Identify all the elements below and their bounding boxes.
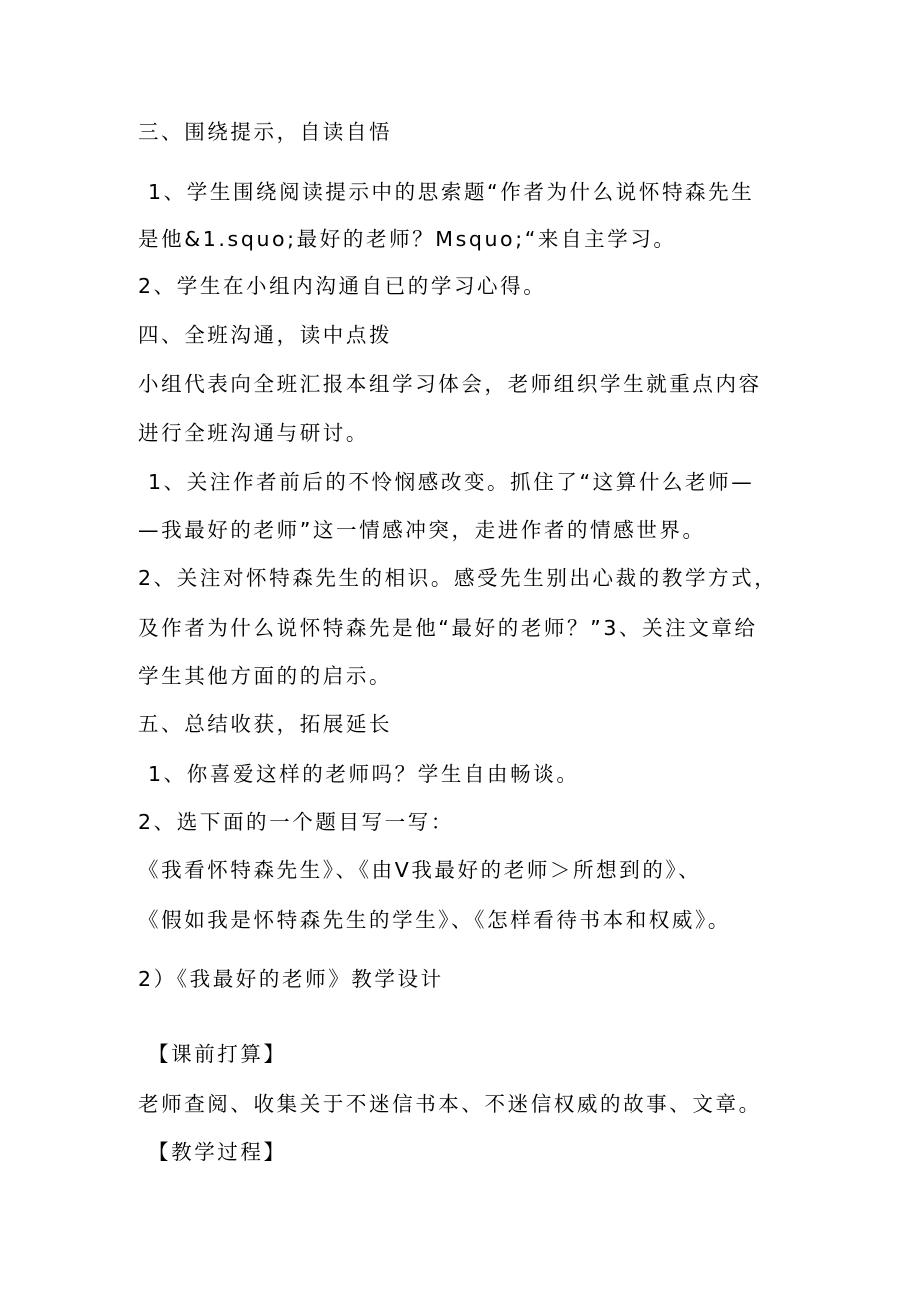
paragraph-line: 2、关注对怀特森先生的相识。感受先生别出心裁的教学方式， [138, 566, 778, 590]
paragraph-line: 进行全班沟通与研讨。 [138, 421, 369, 445]
paragraph-line: 小组代表向全班汇报本组学习体会，老师组织学生就重点内容 [138, 372, 762, 396]
paragraph-line: 是他&1.squo;最好的老师？Msquo;“来自主学习。 [138, 227, 677, 251]
section-heading-3: 三、围绕提示，自读自悟 [138, 120, 393, 144]
paragraph-line: 2、学生在小组内沟通自已的学习心得。 [138, 274, 547, 298]
paragraph-line: —我最好的老师”这一情感冲突，走进作者的情感世界。 [138, 518, 706, 542]
paragraph-line: 1、关注作者前后的不怜悯感改变。抓住了“这算什么老师— [148, 470, 755, 494]
paragraph-line: 及作者为什么说怀特森先是他“最好的老师？”3、关注文章给 [138, 616, 758, 640]
paragraph-line: 1、学生围绕阅读提示中的思索题“作者为什么说怀特森先生 [148, 180, 755, 204]
section-heading-4: 四、全班沟通，读中点拨 [138, 323, 393, 347]
section-heading-5: 五、总结收获，拓展延长 [138, 712, 393, 736]
subheading-process: 【教学过程】 [148, 1140, 287, 1164]
design-title: 2）《我最好的老师》教学设计 [138, 967, 444, 991]
paragraph-line: 2、选下面的一个题目写一写： [138, 810, 454, 834]
subheading-preparation: 【课前打算】 [148, 1042, 287, 1066]
paragraph-line: 1、你喜爱这样的老师吗？学生自由畅谈。 [148, 762, 580, 786]
paragraph-line: 《假如我是怀特森先生的学生》、《怎样看待书本和权威》。 [138, 908, 731, 932]
paragraph-line: 《我看怀特森先生》、《由V我最好的老师＞所想到的》、 [138, 858, 702, 882]
paragraph-line: 老师查阅、收集关于不迷信书本、不迷信权威的故事、文章。 [138, 1092, 762, 1116]
paragraph-line: 学生其他方面的的启示。 [138, 664, 393, 688]
